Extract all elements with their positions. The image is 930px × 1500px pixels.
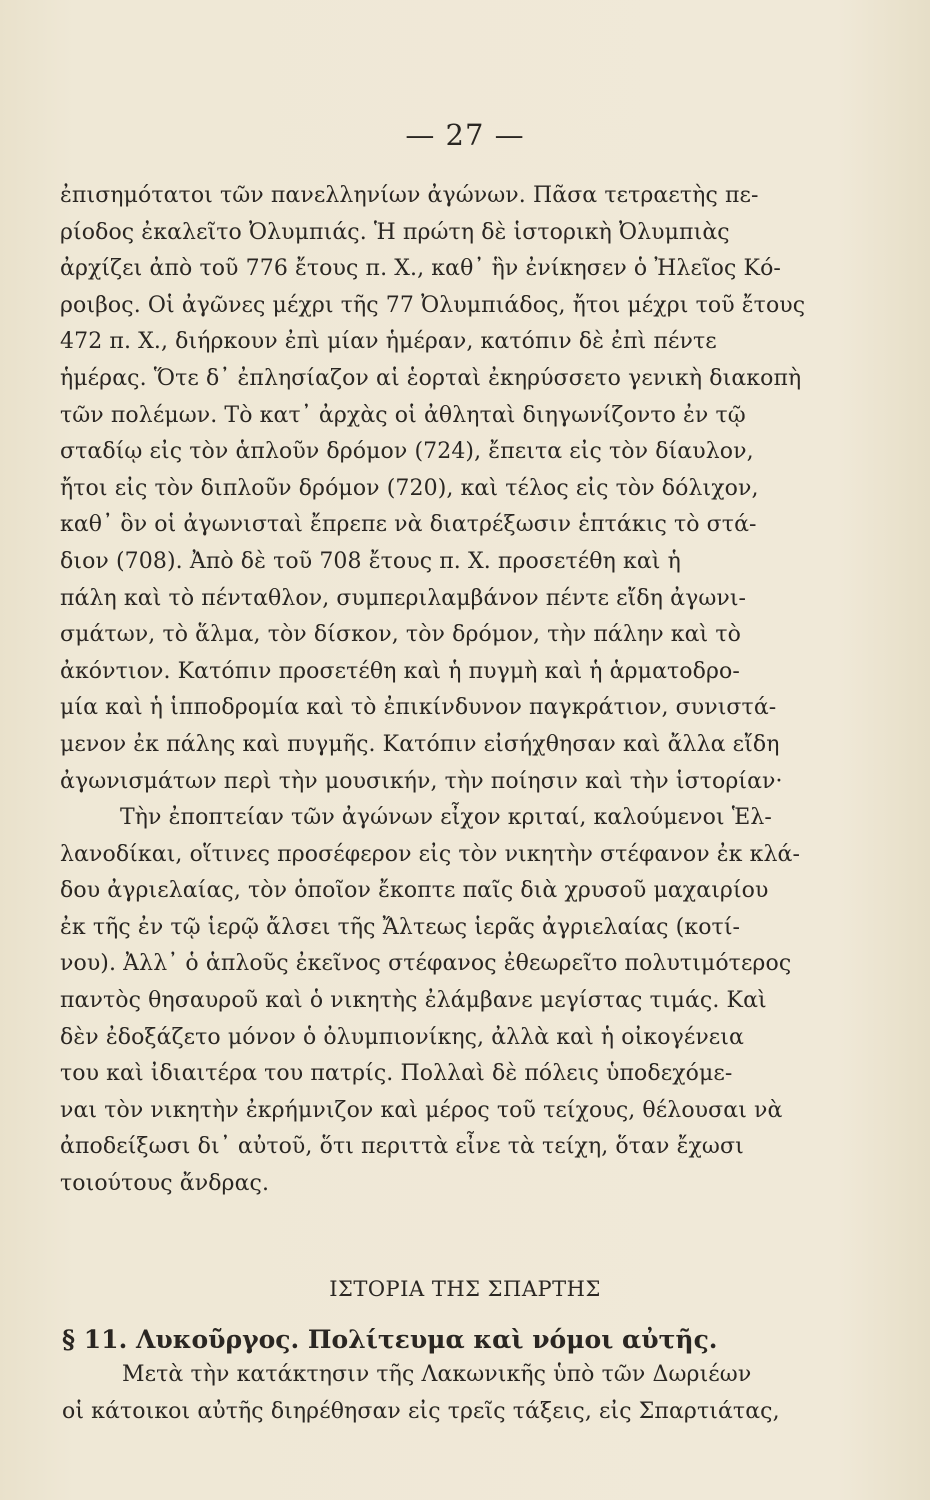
text-line: σταδίῳ εἰς τὸν ἁπλοῦν δρόμον (724), ἔπειτα εἰς τὸν δίαυλον, bbox=[60, 439, 754, 465]
text-line: τοιούτους ἄνδρας. bbox=[60, 1171, 270, 1197]
text-line: ἤτοι εἰς τὸν διπλοῦν δρόμον (720), καὶ τέλος εἰς τὸν δόλιχον, bbox=[60, 475, 759, 501]
text-line: ἀκόντιον. Κατόπιν προσετέθη καὶ ἡ πυγμὴ καὶ ἡ ἁρματοδρο- bbox=[60, 658, 740, 684]
text-line: ροιβος. Οἱ ἀγῶνες μέχρι τῆς 77 Ὀλυμπιάδος, ἤτοι μέχρι τοῦ ἔτους bbox=[60, 292, 806, 318]
text-line: ἐπισημότατοι τῶν πανελληνίων ἀγώνων. Πᾶσα τετραετὴς πε- bbox=[60, 183, 759, 208]
body-paragraph bbox=[62, 1357, 822, 1430]
body-paragraph bbox=[60, 178, 820, 1203]
page-number: — 27 — bbox=[405, 118, 525, 152]
text-line: δὲν ἐδοξάζετο μόνον ὁ ὀλυμπιονίκης, ἀλλὰ καὶ ἡ οἰκογένεια bbox=[60, 1024, 744, 1050]
text-line: νου). Ἀλλ᾽ ὁ ἁπλοῦς ἐκεῖνος στέφανος ἐθεωρεῖτο πολυτιμότερος bbox=[60, 951, 792, 977]
text-line: πάλη καὶ τὸ πένταθλον, συμπεριλαμβάνον πέντε εἴδη ἀγωνι- bbox=[60, 585, 747, 611]
text-line: ναι τὸν νικητὴν ἐκρήμνιζον καὶ μέρος τοῦ τείχους, θέλουσαι νὰ bbox=[60, 1097, 783, 1123]
text-line: διον (708). Ἀπὸ δὲ τοῦ 708 ἔτους π. Χ. προσετέθη καὶ ἡ bbox=[60, 548, 681, 574]
text-line: ρίοδος ἐκαλεῖτο Ὀλυμπιάς. Ἡ πρώτη δὲ ἱστορικὴ Ὀλυμπιὰς bbox=[60, 219, 730, 245]
text-line: λανοδίκαι, οἵτινες προσέφερον εἰς τὸν νικητὴν στέφανον ἐκ κλά- bbox=[60, 841, 800, 867]
text-line: ἀρχίζει ἀπὸ τοῦ 776 ἔτους π. Χ., καθ᾽ ἣν ἐνίκησεν ὁ Ἠλεῖος Κό- bbox=[60, 256, 781, 282]
text-line: μία καὶ ἡ ἱπποδρομία καὶ τὸ ἐπικίνδυνον παγκράτιον, συνιστά- bbox=[60, 695, 777, 721]
text-line: 472 π. Χ., διήρκουν ἐπὶ μίαν ἡμέραν, κατόπιν δὲ ἐπὶ πέντε bbox=[60, 329, 717, 355]
text-line: σμάτων, τὸ ἅλμα, τὸν δίσκον, τὸν δρόμον, τὴν πάλην καὶ τὸ bbox=[60, 622, 741, 648]
text-line: ἡμέρας. Ὅτε δ᾽ ἐπλησίαζον αἱ ἑορταὶ ἐκηρύσσετο γενικὴ διακοπὴ bbox=[60, 365, 802, 391]
text-line: μενον ἐκ πάλης καὶ πυγμῆς. Κατόπιν εἰσήχθησαν καὶ ἄλλα εἴδη bbox=[60, 731, 780, 757]
text-line: ἐκ τῆς ἐν τῷ ἱερῷ ἄλσει τῆς Ἄλτεως ἱερᾶς ἀγριελαίας (κοτί- bbox=[60, 914, 741, 940]
section-heading: § 11. Λυκοῦργος. Πολίτευμα καὶ νόμοι αὐτῆς. bbox=[62, 1325, 718, 1354]
text-line: Μετὰ τὴν κατάκτησιν τῆς Λακωνικῆς ὑπὸ τῶν Δωριέων bbox=[122, 1362, 752, 1387]
text-line: Τὴν ἐποπτείαν τῶν ἀγώνων εἶχον κριταί, καλούμενοι Ἑλ- bbox=[120, 805, 772, 831]
text-line: παντὸς θησαυροῦ καὶ ὁ νικητὴς ἐλάμβανε μεγίστας τιμάς. Καὶ bbox=[60, 988, 767, 1014]
text-line: καθ᾽ ὃν οἱ ἀγωνισταὶ ἔπρεπε νὰ διατρέξωσιν ἑπτάκις τὸ στά- bbox=[60, 512, 757, 538]
text-line: οἱ κάτοικοι αὐτῆς διηρέθησαν εἰς τρεῖς τάξεις, εἰς Σπαρτιάτας, bbox=[62, 1398, 780, 1424]
text-line: ἀγωνισμάτων περὶ τὴν μουσικήν, τὴν ποίησιν καὶ τὴν ἱστορίαν· bbox=[60, 768, 783, 794]
section-title: ΙΣΤΟΡΙΑ ΤΗΣ ΣΠΑΡΤΗΣ bbox=[329, 1277, 601, 1301]
text-line: δου ἀγριελαίας, τὸν ὁποῖον ἔκοπτε παῖς διὰ χρυσοῦ μαχαιρίου bbox=[60, 878, 769, 904]
text-line: του καὶ ἰδιαιτέρα του πατρίς. Πολλαὶ δὲ πόλεις ὑποδεχόμε- bbox=[60, 1061, 733, 1087]
text-line: ἀποδείξωσι δι᾽ αὐτοῦ, ὅτι περιττὰ εἶνε τὰ τείχη, ὅταν ἔχωσι bbox=[60, 1134, 744, 1160]
text-line: τῶν πολέμων. Τὸ κατ᾽ ἀρχὰς οἱ ἀθληταὶ διηγωνίζοντο ἐν τῷ bbox=[60, 402, 746, 428]
